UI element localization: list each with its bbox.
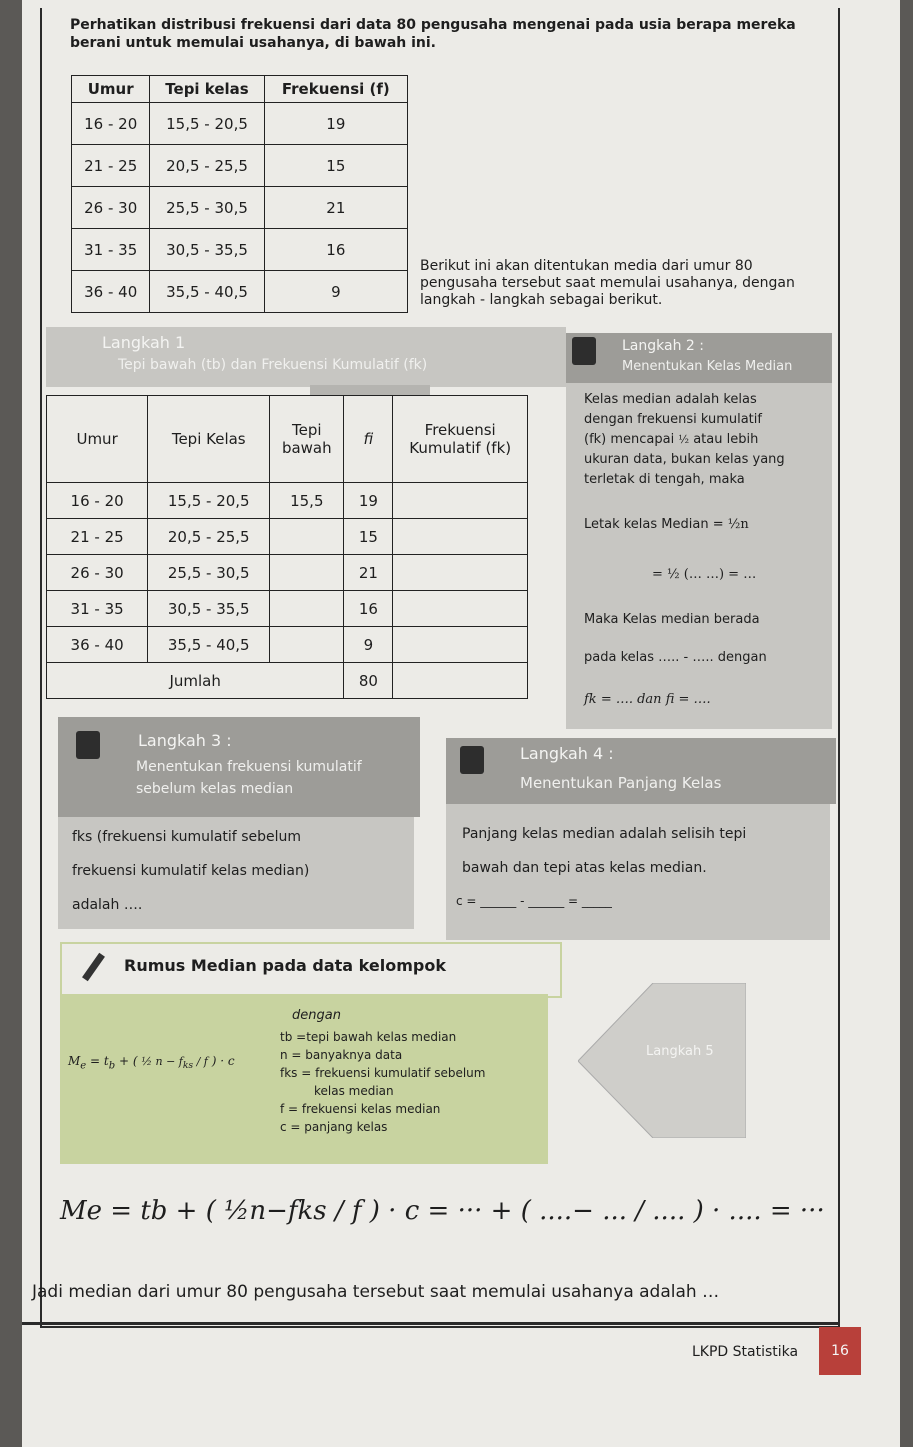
cell-blank[interactable] bbox=[393, 663, 528, 699]
step4-line: bawah dan tepi atas kelas median. bbox=[462, 860, 707, 876]
notebook-icon bbox=[460, 746, 484, 774]
cell: 26 - 30 bbox=[72, 187, 150, 229]
step4-panel bbox=[446, 804, 830, 940]
cell: 15 bbox=[264, 145, 407, 187]
col-header: Tepi Kelas bbox=[148, 396, 270, 483]
col-header: Tepi kelas bbox=[150, 76, 264, 103]
step5-label: Langkah 5 bbox=[646, 1044, 714, 1059]
cell-blank[interactable] bbox=[393, 591, 528, 627]
intro-line: Perhatikan distribusi frekuensi dari data 80 pengusaha mengenai pada usia berapa mereka bbox=[70, 17, 796, 33]
intro-line: berani untuk memulai usahanya, di bawah ini. bbox=[70, 35, 437, 51]
class-width-eq: c = ______ - ______ = _____ bbox=[456, 894, 612, 908]
text-line: langkah - langkah sebagai berikut. bbox=[420, 292, 663, 308]
cell: 21 - 25 bbox=[47, 519, 148, 555]
median-class-range: pada kelas ….. - ….. dengan bbox=[584, 650, 767, 665]
cell: 21 bbox=[344, 555, 393, 591]
def-line: kelas median bbox=[314, 1084, 394, 1098]
step1-banner bbox=[46, 327, 566, 387]
text-line bbox=[584, 430, 828, 450]
final-equation: Me = tb + ( ½n−fks / f ) · c = ··· + ( ....− ... / .... ) · .... = ··· bbox=[60, 1196, 825, 1226]
table-row bbox=[47, 519, 528, 555]
table-row bbox=[72, 187, 408, 229]
cell: 26 - 30 bbox=[47, 555, 148, 591]
table-row bbox=[47, 555, 528, 591]
step1-title: Langkah 1 bbox=[102, 333, 186, 352]
col-header: Frekuensi Kumulatif (fk) bbox=[393, 396, 528, 483]
cumulative-frequency-table bbox=[46, 395, 528, 699]
page-number-badge: 16 bbox=[819, 1327, 861, 1375]
step2-subtitle: Menentukan Kelas Median bbox=[622, 359, 793, 374]
table-row bbox=[47, 627, 528, 663]
formula-dengan: dengan bbox=[292, 1008, 341, 1023]
cell: 30,5 - 35,5 bbox=[148, 591, 270, 627]
median-formula: $M_e = t_b$ + ( ½ $n - f_{ks} / f$ ) · c bbox=[68, 1054, 235, 1072]
cell: 21 - 25 bbox=[72, 145, 150, 187]
cell: 35,5 - 40,5 bbox=[148, 627, 270, 663]
step4-title: Langkah 4 : bbox=[520, 744, 614, 763]
cell-blank[interactable] bbox=[393, 519, 528, 555]
conclusion-text: Jadi median dari umur 80 pengusaha tersebut saat memulai usahanya adalah … bbox=[32, 1282, 720, 1302]
cell: 31 - 35 bbox=[47, 591, 148, 627]
instruction-text bbox=[420, 258, 840, 309]
cell: 15,5 - 20,5 bbox=[150, 103, 264, 145]
cell: 36 - 40 bbox=[47, 627, 148, 663]
text-line: Berikut ini akan ditentukan media dari umur 80 bbox=[420, 258, 753, 274]
cell: 36 - 40 bbox=[72, 271, 150, 313]
step5-arrow bbox=[578, 983, 746, 1138]
cell: 19 bbox=[264, 103, 407, 145]
text-span: atau lebih bbox=[693, 432, 759, 447]
cell: 16 - 20 bbox=[47, 483, 148, 519]
cell: 9 bbox=[264, 271, 407, 313]
cell: 16 bbox=[264, 229, 407, 271]
cell: 16 - 20 bbox=[72, 103, 150, 145]
step1-subtitle: Tepi bawah (tb) dan Frekuensi Kumulatif (fk) bbox=[118, 357, 428, 373]
step2-header bbox=[566, 333, 832, 383]
cell-blank[interactable] bbox=[270, 627, 344, 663]
cell: 20,5 - 25,5 bbox=[150, 145, 264, 187]
text-line: Kelas median adalah kelas bbox=[584, 392, 757, 407]
pencil-body bbox=[82, 953, 105, 982]
notebook-icon bbox=[572, 337, 596, 365]
total-label: Jumlah bbox=[47, 663, 344, 699]
cell: 19 bbox=[344, 483, 393, 519]
cell-blank[interactable] bbox=[270, 555, 344, 591]
total-row bbox=[47, 663, 528, 699]
def-line: fks = frekuensi kumulatif sebelum bbox=[280, 1066, 486, 1080]
col-header: fi bbox=[344, 396, 393, 483]
cell: 25,5 - 30,5 bbox=[148, 555, 270, 591]
median-fk-fi: fk = …. dan fi = …. bbox=[584, 692, 711, 707]
text-line: ukuran data, bukan kelas yang bbox=[584, 452, 785, 467]
cell: 16 bbox=[344, 591, 393, 627]
text-span: Letak kelas Median = bbox=[584, 517, 724, 532]
cell-blank[interactable] bbox=[393, 483, 528, 519]
def-line: f = frekuensi kelas median bbox=[280, 1102, 441, 1116]
step2-title: Langkah 2 : bbox=[622, 338, 704, 354]
step3-line: adalah …. bbox=[72, 897, 143, 913]
cell-blank[interactable] bbox=[393, 555, 528, 591]
step3-title: Langkah 3 : bbox=[138, 731, 232, 750]
table-row bbox=[72, 271, 408, 313]
def-line: n = banyaknya data bbox=[280, 1048, 403, 1062]
half-n: ½n bbox=[727, 517, 749, 532]
step4-line: Panjang kelas median adalah selisih tepi bbox=[462, 826, 747, 842]
median-position bbox=[584, 515, 749, 535]
col-header: Frekuensi (f) bbox=[264, 76, 407, 103]
table-row bbox=[72, 145, 408, 187]
cell: 30,5 - 35,5 bbox=[150, 229, 264, 271]
def-line: c = panjang kelas bbox=[280, 1120, 388, 1134]
text-line: pengusaha tersebut saat memulai usahanya, dengan bbox=[420, 275, 795, 291]
cell: 21 bbox=[264, 187, 407, 229]
step3-subtitle: sebelum kelas median bbox=[136, 781, 294, 797]
total-value: 80 bbox=[344, 663, 393, 699]
step3-subtitle: Menentukan frekuensi kumulatif bbox=[136, 759, 362, 775]
pencil-icon bbox=[76, 950, 110, 986]
formula-title-box bbox=[60, 942, 562, 998]
cell: 15,5 - 20,5 bbox=[148, 483, 270, 519]
frequency-table bbox=[71, 75, 408, 313]
text-line: terletak di tengah, maka bbox=[584, 472, 745, 487]
cell-blank[interactable] bbox=[270, 519, 344, 555]
median-class-text: Maka Kelas median berada bbox=[584, 612, 760, 627]
table-row bbox=[47, 483, 528, 519]
intro-text bbox=[70, 16, 830, 52]
step3-line: frekuensi kumulatif kelas median) bbox=[72, 863, 310, 879]
col-header: Umur bbox=[72, 76, 150, 103]
median-position-eq: = ½ (… …) = … bbox=[652, 567, 757, 582]
notebook-icon bbox=[76, 731, 100, 759]
footer-bar bbox=[22, 1322, 838, 1325]
text-span: (fk) mencapai bbox=[584, 432, 675, 447]
table-row bbox=[72, 103, 408, 145]
cell: 35,5 - 40,5 bbox=[150, 271, 264, 313]
cell: 9 bbox=[344, 627, 393, 663]
cell: 15,5 bbox=[270, 483, 344, 519]
cell: 15 bbox=[344, 519, 393, 555]
cell: 31 - 35 bbox=[72, 229, 150, 271]
half-fraction: ½ bbox=[678, 433, 690, 446]
table-row bbox=[47, 591, 528, 627]
table-row bbox=[72, 229, 408, 271]
step4-subtitle: Menentukan Panjang Kelas bbox=[520, 774, 722, 792]
col-header: Umur bbox=[47, 396, 148, 483]
step4-banner bbox=[446, 738, 836, 804]
formula-title: Rumus Median pada data kelompok bbox=[124, 956, 446, 975]
text-line: dengan frekuensi kumulatif bbox=[584, 412, 762, 427]
cell: 25,5 - 30,5 bbox=[150, 187, 264, 229]
cell-blank[interactable] bbox=[270, 591, 344, 627]
step3-banner bbox=[58, 717, 420, 817]
def-line: tb =tepi bawah kelas median bbox=[280, 1030, 457, 1044]
step2-body bbox=[584, 390, 828, 490]
footer-label: LKPD Statistika bbox=[692, 1344, 799, 1360]
col-header: Tepi bawah bbox=[270, 396, 344, 483]
formula-defs bbox=[280, 1028, 485, 1136]
cell-blank[interactable] bbox=[393, 627, 528, 663]
cell: 20,5 - 25,5 bbox=[148, 519, 270, 555]
step3-line: fks (frekuensi kumulatif sebelum bbox=[72, 829, 301, 845]
formula-panel bbox=[60, 994, 548, 1164]
step3-panel bbox=[58, 817, 414, 929]
